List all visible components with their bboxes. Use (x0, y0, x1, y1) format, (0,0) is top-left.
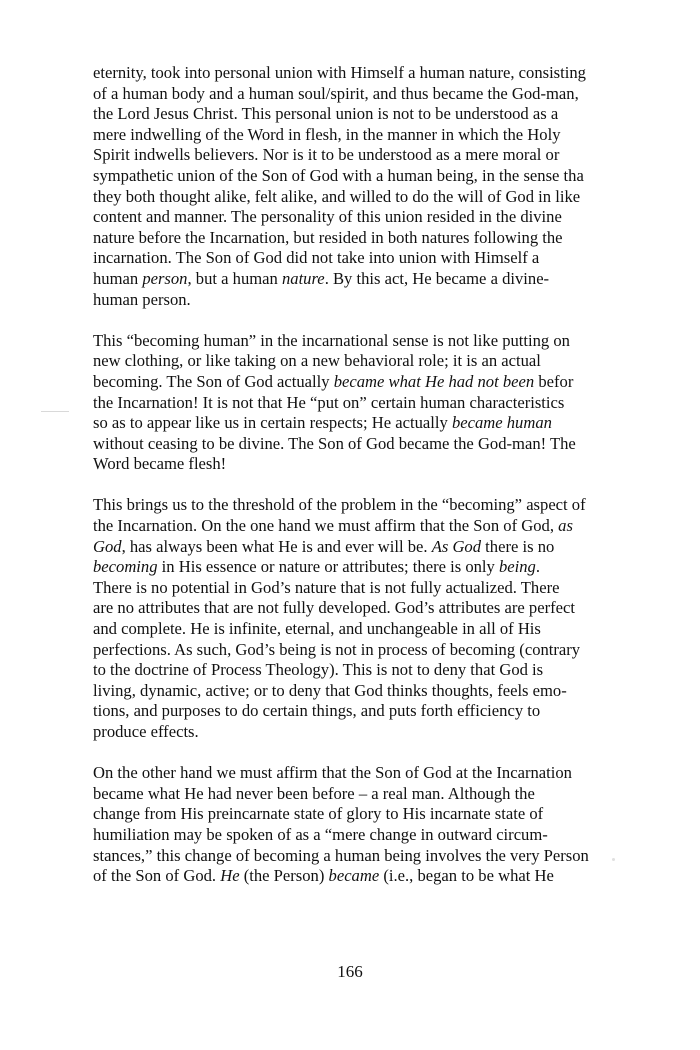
page-number: 166 (337, 962, 363, 981)
text-line (93, 784, 683, 805)
text-line (93, 660, 683, 681)
text-line (93, 681, 683, 702)
italic-run: as (558, 516, 573, 536)
text-line (93, 825, 683, 846)
text-line (93, 145, 683, 166)
text-line (93, 495, 683, 516)
text-line (93, 290, 683, 311)
text-run: the Incarnation! It is not that He “put on” certain human characteristics (93, 392, 565, 412)
text-run: , but a human (187, 268, 282, 288)
text-run: the Lord Jesus Christ. This personal union is not to be understood as a (93, 104, 559, 124)
text-run: of a human body and a human soul/spirit, and thus became the God-man, (93, 83, 579, 103)
italic-run: God (93, 536, 122, 556)
text-run: of the Son of God. (93, 866, 221, 886)
text-run: . (535, 557, 541, 577)
text-run: perfections. As such, God’s being is not in process of becoming (contrary (93, 639, 581, 659)
italic-run: became human (451, 413, 552, 433)
text-line (93, 846, 683, 867)
text-run: the Incarnation. On the one hand we must affirm that the Son of God, (93, 516, 559, 536)
text-run: human person. (93, 289, 191, 309)
italic-run: nature (281, 268, 325, 288)
text-run: are no attributes that are not fully developed. God’s attributes are perfect (93, 598, 575, 618)
text-run: Spirit indwells believers. Nor is it to be understood as a mere moral or (93, 145, 560, 165)
text-line (93, 166, 683, 187)
text-run: befor (534, 371, 574, 391)
paragraph (93, 763, 683, 887)
text-run: stances,” this change of becoming a human being involves the very Person (93, 845, 589, 865)
body-text (93, 63, 683, 887)
text-line (93, 763, 683, 784)
text-run: mere indwelling of the Word in flesh, in the manner in which the Holy (93, 124, 561, 144)
paragraph (93, 331, 683, 475)
paragraph-gap (93, 743, 683, 764)
text-line (93, 722, 683, 743)
italic-run: became what He had not been (333, 371, 535, 391)
text-line (93, 701, 683, 722)
text-line (93, 640, 683, 661)
text-run: tions, and purposes to do certain things, and puts forth efficiency to (93, 701, 541, 721)
text-line (93, 413, 683, 434)
text-run: without ceasing to be divine. The Son of God became the God-man! The (93, 433, 576, 453)
italic-run: He (220, 866, 240, 886)
text-line (93, 125, 683, 146)
italic-run: being (498, 557, 536, 577)
text-line (93, 248, 683, 269)
text-run: became what He had never been before – a real man. Although the (93, 783, 535, 803)
text-line (93, 351, 683, 372)
text-run: (i.e., began to be what He (379, 866, 554, 886)
text-line (93, 372, 683, 393)
text-line (93, 104, 683, 125)
text-run: human (93, 268, 143, 288)
text-run: . By this act, He became a divine- (324, 268, 550, 288)
text-run: becoming. The Son of God actually (93, 371, 334, 391)
text-run: Word became flesh! (93, 454, 227, 474)
text-run: to the doctrine of Process Theology). This is not to deny that God is (93, 660, 544, 680)
text-line (93, 516, 683, 537)
text-run: content and manner. The personality of this union resided in the divine (93, 207, 562, 227)
text-run: in His essence or nature or attributes; there is only (157, 557, 499, 577)
text-run: This brings us to the threshold of the problem in the “becoming” aspect of (93, 495, 586, 515)
italic-run: became (328, 866, 380, 886)
text-run: (the Person) (239, 866, 329, 886)
margin-scan-mark (41, 411, 69, 412)
text-line (93, 331, 683, 352)
text-run: so as to appear like us in certain respects; He actually (93, 413, 452, 433)
text-line (93, 187, 683, 208)
text-line (93, 434, 683, 455)
text-line (93, 578, 683, 599)
text-line (93, 804, 683, 825)
paragraph-gap (93, 310, 683, 331)
text-run: produce effects. (93, 722, 199, 741)
text-run: There is no potential in God’s nature that is not fully actualized. There (93, 577, 560, 597)
text-run: there is no (481, 536, 555, 556)
text-run: nature before the Incarnation, but resided in both natures following the (93, 227, 563, 247)
italic-run: As God (431, 536, 482, 556)
text-run: sympathetic union of the Son of God with a human being, in the sense tha (93, 165, 584, 185)
text-line (93, 63, 683, 84)
text-run: new clothing, or like taking on a new behavioral role; it is an actual (93, 351, 541, 371)
text-run: humiliation may be spoken of as a “mere change in outward circum- (93, 824, 548, 844)
text-line (93, 537, 683, 558)
paragraph (93, 63, 683, 310)
text-run: and complete. He is infinite, eternal, and unchangeable in all of His (93, 619, 541, 639)
text-line (93, 619, 683, 640)
text-run: living, dynamic, active; or to deny that God thinks thoughts, feels emo- (93, 680, 567, 700)
text-run: incarnation. The Son of God did not take into union with Himself a (93, 248, 540, 268)
text-line (93, 269, 683, 290)
text-line (93, 207, 683, 228)
text-line (93, 393, 683, 414)
italic-run: person (142, 268, 188, 288)
text-line (93, 454, 683, 475)
text-run: On the other hand we must affirm that the Son of God at the Incarnation (93, 763, 572, 783)
paragraph-gap (93, 475, 683, 496)
text-line (93, 866, 683, 887)
italic-run: becoming (93, 557, 158, 577)
text-run: This “becoming human” in the incarnational sense is not like putting on (93, 330, 570, 350)
text-line (93, 598, 683, 619)
text-run: eternity, took into personal union with Himself a human nature, consisting (93, 63, 586, 82)
text-line (93, 228, 683, 249)
text-run: change from His preincarnate state of glory to His incarnate state of (93, 804, 544, 824)
text-line (93, 557, 683, 578)
text-run: , has always been what He is and ever will be. (121, 536, 432, 556)
paragraph (93, 495, 683, 742)
text-run: they both thought alike, felt alike, and willed to do the will of God in like (93, 186, 581, 206)
text-line (93, 84, 683, 105)
